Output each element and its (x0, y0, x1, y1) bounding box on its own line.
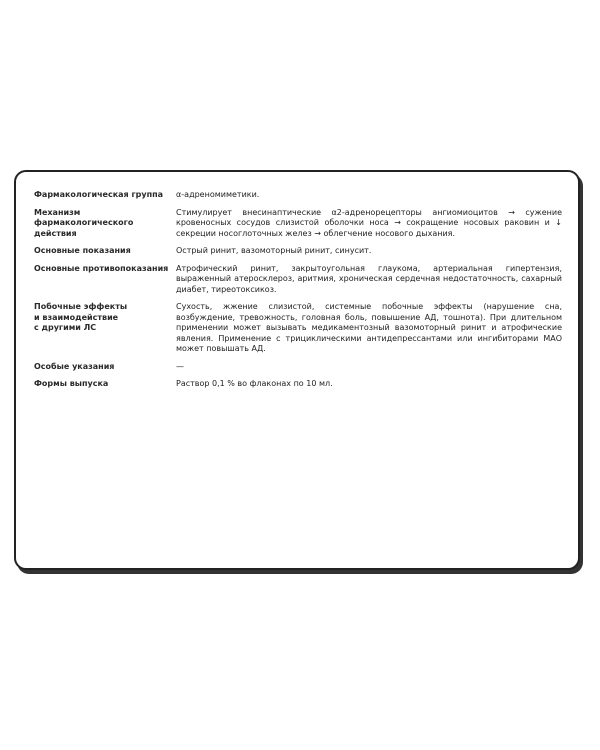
row-pharmacological-group (34, 190, 562, 201)
row-label: Основные показания (34, 246, 131, 255)
row-side-effects (34, 302, 562, 355)
row-label: Формы выпуска (34, 379, 109, 388)
row-label: Особые указания (34, 361, 115, 371)
row-mechanism (34, 208, 562, 240)
row-value: — (176, 361, 184, 371)
row-label: Фармакологическая группа (34, 190, 164, 199)
row-value: Острый ринит, вазомоторный ринит, синусит. (176, 246, 372, 255)
row-value: Атрофический ринит, закрытоугольная глаукома, артериальная гипертензия, выраженный атеросклероз, аритмия, хроническая сердечная недостаточность, сахарный диабет, тиреотоксикоз. (176, 263, 562, 294)
row-value: Стимулирует внесинаптические α2-адренорецепторы ангиомиоцитов → сужение кровеносных сосудов слизистой оболочки носа → сокращение носовых раковин и ↓ секреции носоглоточных желез → облегчение носового дыхания. (176, 207, 562, 238)
row-special-instructions (34, 362, 562, 373)
drug-info-card (14, 170, 580, 570)
drug-info-table (34, 190, 562, 397)
row-value: α-адреномиметики. (176, 190, 260, 199)
row-contraindications (34, 264, 562, 296)
row-value: Сухость, жжение слизистой, системные побочные эффекты (нарушение сна, возбуждение, тревожность, головная боль, повышение АД, тошнота). При длительном применении может вызывать медикаментозный вазомоторный ринит и атрофические явления. Применение с трициклическими антидепрессантами или ингибиторами МАО может повышать АД. (176, 302, 562, 353)
row-label: Побочные эффекты и взаимодействие с другими ЛС (34, 302, 128, 332)
row-value: Раствор 0,1 % во флаконах по 10 мл. (176, 379, 333, 388)
row-label: Основные противопоказания (34, 263, 169, 273)
row-release-forms (34, 379, 562, 390)
row-label: Механизм фармакологического действия (34, 207, 134, 238)
row-indications (34, 246, 562, 257)
